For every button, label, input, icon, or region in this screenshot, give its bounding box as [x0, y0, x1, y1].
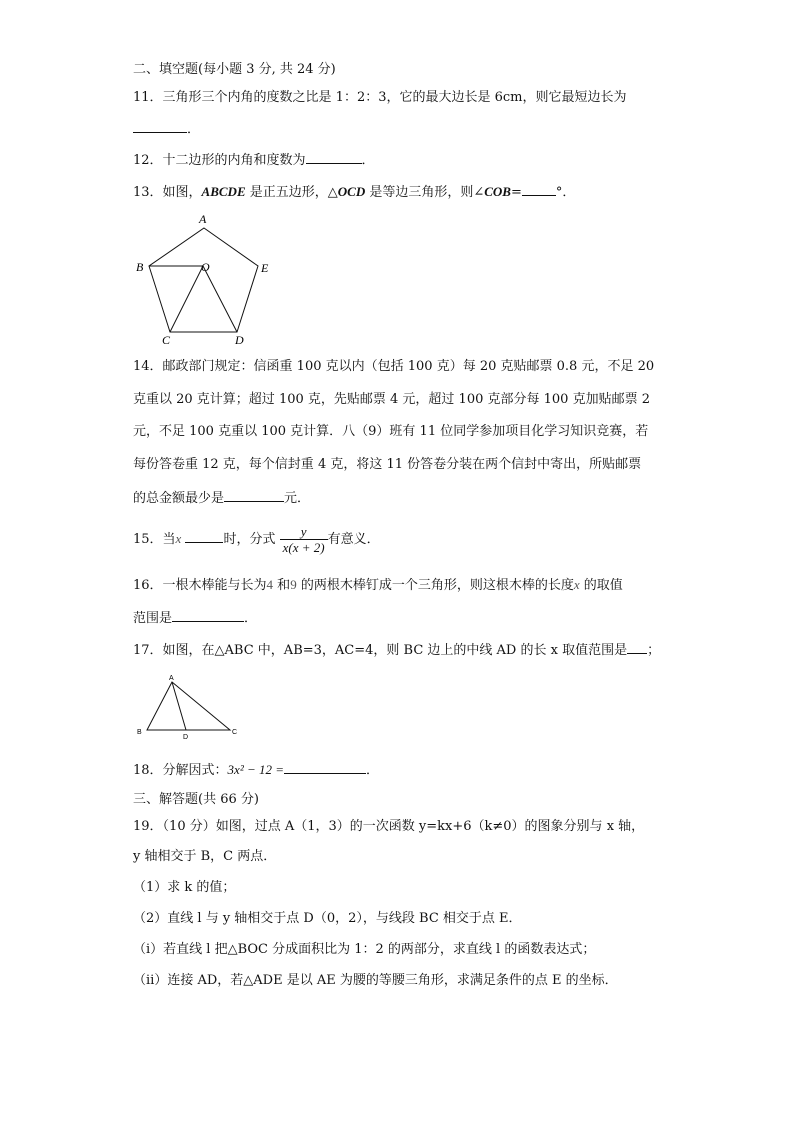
fraction: $\frac{y}{x(x + 2)}$	[280, 524, 328, 555]
question-19-part-2: （2）直线 l 与 y 轴相交于点 D（0，2），与线段 BC 相交于点 E．	[133, 911, 522, 926]
question-19-line-1: 19．（10 分）如图，过点 A（1，3）的一次函数 y=kx+6（k≠0）的图象分别与 x 轴，	[133, 819, 645, 834]
answer-blank[interactable]	[224, 488, 284, 502]
question-16-line-1: 16．一根木棒能与长为4 和9 的两根木棒钉成一个三角形，则这根木棒的长度x 的取值	[133, 577, 623, 593]
answer-blank[interactable]	[522, 182, 556, 196]
label-b: B	[137, 729, 142, 736]
median-ad	[172, 682, 186, 730]
question-11-answer-line: ．	[133, 119, 200, 139]
question-14-line-3: 元，不足 100 克重以 100 克计算．八（9）班有 11 位同学参加项目化学习知识竞赛，若	[133, 424, 649, 439]
answer-blank[interactable]	[284, 760, 366, 774]
question-14-line-2: 克重以 20 克计算；超过 100 克，先贴邮票 4 元，超过 100 克部分每 100 克加贴邮票 2	[133, 392, 650, 407]
question-15: 15．当x 时，分式 $\frac{y}{x(x + 2)}$ 有意义．	[133, 524, 380, 555]
section-3-heading: 三、解答题(共 66 分)	[133, 792, 259, 807]
label-o: O	[201, 260, 210, 274]
label-a: A	[169, 675, 174, 682]
question-11	[133, 89, 627, 107]
question-19-part-2-i: （i）若直线 l 把△BOC 分成面积比为 1：2 的两部分，求直线 l 的函数表达式；	[133, 942, 596, 957]
question-19-part-1: （1）求 k 的值；	[133, 880, 236, 895]
question-17: 17．如图，在△ABC 中，AB=3，AC=4，则 BC 边上的中线 AD 的长 x 取值范围是 ；	[133, 640, 660, 660]
answer-blank[interactable]	[627, 640, 647, 654]
label-b: B	[136, 260, 144, 274]
triangle-figure	[134, 672, 244, 742]
label-c: C	[232, 729, 238, 736]
pentagon-figure	[132, 208, 282, 350]
question-13: 13．如图，ABCDE 是正五边形，△OCD 是等边三角形，则∠COB= °．	[133, 184, 576, 200]
label-a: A	[199, 212, 207, 226]
answer-blank[interactable]	[172, 608, 244, 622]
label-c: C	[162, 333, 171, 347]
pentagon-outline	[149, 228, 258, 332]
question-14-line-5: 的总金额最少是 元．	[133, 488, 310, 508]
question-19-part-2-ii: （ⅱ）连接 AD，若△ADE 是以 AE 为腰的等腰三角形，求满足条件的点 E 的坐标．	[133, 973, 618, 988]
question-16-line-2: 范围是 ．	[133, 608, 257, 628]
answer-blank[interactable]	[306, 150, 362, 164]
segment-od	[203, 266, 237, 332]
question-18: 18．分解因式：3x² − 12 = ．	[133, 762, 380, 778]
label-d: D	[235, 333, 244, 347]
question-14-line-1: 14．邮政部门规定：信函重 100 克以内（包括 100 克）每 20 克贴邮票 0.8 元，不足 20	[133, 359, 655, 374]
question-14-line-4: 每份答卷重 12 克，每个信封重 4 克，将这 11 份答卷分装在两个信封中寄出，所贴邮票	[133, 457, 642, 472]
question-19-line-2: y 轴相交于 B，C 两点．	[133, 849, 277, 864]
section-2-heading: 二、填空题(每小题 3 分, 共 24 分)	[133, 62, 336, 77]
question-11-text: 11．三角形三个内角的度数之比是 1：2：3，它的最大边长是 6cm，则它最短边长为	[133, 90, 627, 105]
label-d: D	[183, 734, 189, 741]
question-12: 12．十二边形的内角和度数为 ．	[133, 150, 375, 170]
answer-blank[interactable]	[185, 529, 223, 543]
triangle-abc	[147, 682, 230, 730]
answer-blank[interactable]	[133, 119, 187, 133]
segment-oc	[170, 266, 203, 332]
label-e: E	[261, 261, 269, 275]
